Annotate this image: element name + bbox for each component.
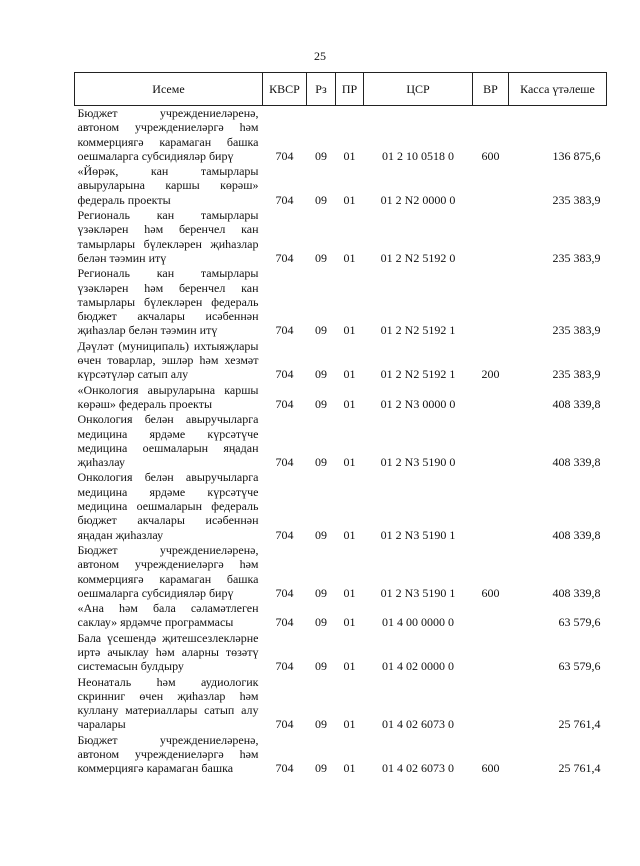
table-row — [75, 106, 607, 165]
cell-rz: 09 — [315, 659, 327, 674]
col-header-vr: ВР — [473, 73, 509, 106]
cell-kassa: 63 579,6 — [558, 615, 601, 630]
cell-vr: 600 — [481, 148, 500, 163]
cell-name: Неонаталь һәм аудиологик скринниг өчен җиһазлар һәм куллану материаллары сатып алу чаралары — [77, 674, 259, 732]
cell-csr: 01 2 N3 0000 0 — [380, 396, 456, 411]
cell-name: Онкология белән авыручыларга медицина ярдәме күрсәтүче медицина оешмаларын федераль бюджет акчалары исәбеннән яңадан җиһазлау — [77, 470, 259, 542]
cell-vr — [473, 383, 509, 413]
cell-rz: 09 — [315, 192, 327, 207]
cell-csr: 01 2 N3 5190 1 — [380, 585, 456, 600]
table-header-row — [75, 73, 607, 106]
cell-csr: 01 4 02 0000 0 — [382, 659, 454, 674]
cell-pr: 01 — [343, 761, 356, 776]
cell-rz: 09 — [315, 367, 327, 382]
cell-kassa: 235 383,9 — [552, 192, 601, 207]
table-row — [75, 601, 607, 631]
table-row — [75, 631, 607, 675]
cell-kassa: 408 339,8 — [552, 585, 601, 600]
cell-rz: 09 — [315, 717, 327, 732]
cell-kvsr: 704 — [275, 323, 294, 338]
cell-kvsr: 704 — [275, 527, 294, 542]
table-row — [75, 383, 607, 413]
cell-kassa: 408 339,8 — [552, 527, 601, 542]
cell-csr: 01 4 00 0000 0 — [382, 615, 454, 630]
cell-kvsr: 704 — [275, 615, 294, 630]
cell-pr: 01 — [343, 323, 356, 338]
cell-kvsr: 704 — [275, 585, 294, 600]
cell-name: Региональ кан тамырлары үзәкләрен һәм беренчел кан тамырлары бүлекләрен җиһазлар белән тәэмин итү — [77, 208, 259, 265]
col-header-csr: ЦСР — [364, 73, 473, 106]
cell-rz: 09 — [315, 323, 327, 338]
cell-name: Бюджет учреждениеләренә, автоном учреждениеләргә һәм коммерциягә карамаган башка оешмаларга субсидияләр бирү — [77, 542, 259, 600]
table-row — [75, 675, 607, 733]
cell-kvsr: 704 — [275, 761, 294, 776]
cell-pr: 01 — [343, 615, 356, 630]
col-header-name: Исеме — [75, 73, 263, 106]
cell-name: «Йөрәк, кан тамырлары авыруларына каршы көрәш» федераль проекты — [77, 164, 259, 207]
table-body — [75, 106, 607, 777]
cell-kvsr: 704 — [275, 717, 294, 732]
cell-rz: 09 — [315, 527, 327, 542]
cell-name: Онкология белән авыручыларга медицина ярдәме күрсәтүче медицина оешмаларын яңадан җиһазлау — [77, 412, 259, 470]
col-header-pr: ПР — [336, 73, 364, 106]
table-row — [75, 208, 607, 266]
cell-vr — [473, 601, 509, 631]
cell-pr: 01 — [343, 396, 356, 411]
cell-csr: 01 2 N2 5192 1 — [380, 323, 456, 338]
cell-pr: 01 — [343, 585, 356, 600]
cell-csr: 01 2 N3 5190 1 — [380, 527, 456, 542]
cell-csr: 01 2 N2 5192 0 — [380, 250, 456, 265]
table-row — [75, 733, 607, 777]
cell-kassa: 25 761,4 — [558, 761, 601, 776]
cell-kassa: 408 339,8 — [552, 455, 601, 470]
table-row — [75, 266, 607, 338]
cell-csr: 01 2 N3 5190 0 — [380, 455, 456, 470]
cell-name: «Ана һәм бала сәламәтлеген саклау» ярдәмче программасы — [77, 601, 259, 630]
cell-pr: 01 — [343, 527, 356, 542]
cell-name: «Онкология авыруларына каршы көрәш» федераль проекты — [77, 382, 259, 411]
table-row — [75, 543, 607, 601]
cell-vr — [473, 470, 509, 542]
table-row — [75, 339, 607, 383]
cell-rz: 09 — [315, 396, 327, 411]
cell-kassa: 25 761,4 — [558, 717, 601, 732]
cell-rz: 09 — [315, 585, 327, 600]
cell-kassa: 63 579,6 — [558, 659, 601, 674]
cell-vr — [473, 208, 509, 266]
cell-vr — [473, 675, 509, 733]
cell-csr: 01 4 02 6073 0 — [382, 717, 454, 732]
cell-rz: 09 — [315, 761, 327, 776]
cell-kvsr: 704 — [275, 659, 294, 674]
cell-kvsr: 704 — [275, 192, 294, 207]
cell-kvsr: 704 — [275, 148, 294, 163]
cell-pr: 01 — [343, 148, 356, 163]
cell-kassa: 235 383,9 — [552, 323, 601, 338]
cell-vr — [473, 412, 509, 470]
cell-rz: 09 — [315, 148, 327, 163]
cell-rz: 09 — [315, 250, 327, 265]
cell-pr: 01 — [343, 367, 356, 382]
cell-vr — [473, 164, 509, 208]
cell-rz: 09 — [315, 615, 327, 630]
cell-name: Дәүләт (муниципаль) ихтыяҗлары өчен товарлар, эшләр һәм хезмәт күрсәтүләр сатып алу — [77, 338, 259, 382]
cell-kassa: 408 339,8 — [552, 396, 601, 411]
cell-vr: 200 — [481, 367, 500, 382]
cell-name: Бюджет учреждениеләренә, автоном учреждениеләргә һәм коммерциягә карамаган башка — [77, 732, 259, 776]
cell-kassa: 235 383,9 — [552, 250, 601, 265]
cell-pr: 01 — [343, 717, 356, 732]
cell-name: Бала үсешендә җитешсезлекләрне иртә ачыклау һәм аларны төзәтү системасын булдыру — [77, 630, 259, 674]
cell-vr — [473, 266, 509, 338]
cell-kassa: 136 875,6 — [552, 148, 601, 163]
table-row — [75, 470, 607, 542]
cell-name: Бюджет учреждениеләренә, автоном учреждениеләргә һәм коммерциягә карамаган башка оешмаларга субсидияләр бирү — [77, 106, 259, 163]
cell-kassa: 235 383,9 — [552, 367, 601, 382]
cell-vr — [473, 631, 509, 675]
table-row — [75, 164, 607, 208]
cell-vr: 600 — [481, 585, 500, 600]
cell-pr: 01 — [343, 192, 356, 207]
cell-pr: 01 — [343, 250, 356, 265]
cell-name: Региональ кан тамырлары үзәкләрен һәм беренчел кан тамырлары бүлекләрен федераль бюджет акчалары исәбеннән җиһазлар белән тәэмин итү — [77, 266, 259, 338]
cell-pr: 01 — [343, 659, 356, 674]
budget-table — [74, 72, 607, 777]
col-header-kassa: Касса үтәлеше — [509, 73, 607, 106]
cell-pr: 01 — [343, 455, 356, 470]
cell-vr: 600 — [481, 761, 500, 776]
cell-kvsr: 704 — [275, 455, 294, 470]
table-row — [75, 412, 607, 470]
cell-rz: 09 — [315, 455, 327, 470]
cell-kvsr: 704 — [275, 250, 294, 265]
cell-kvsr: 704 — [275, 396, 294, 411]
page-number: 25 — [314, 49, 326, 63]
cell-csr: 01 4 02 6073 0 — [382, 761, 454, 776]
cell-kvsr: 704 — [275, 367, 294, 382]
cell-csr: 01 2 N2 5192 1 — [380, 367, 456, 382]
cell-csr: 01 2 10 0518 0 — [382, 148, 454, 163]
col-header-rz: Рз — [307, 73, 336, 106]
col-header-kvsr: КВСР — [263, 73, 307, 106]
cell-csr: 01 2 N2 0000 0 — [380, 192, 456, 207]
